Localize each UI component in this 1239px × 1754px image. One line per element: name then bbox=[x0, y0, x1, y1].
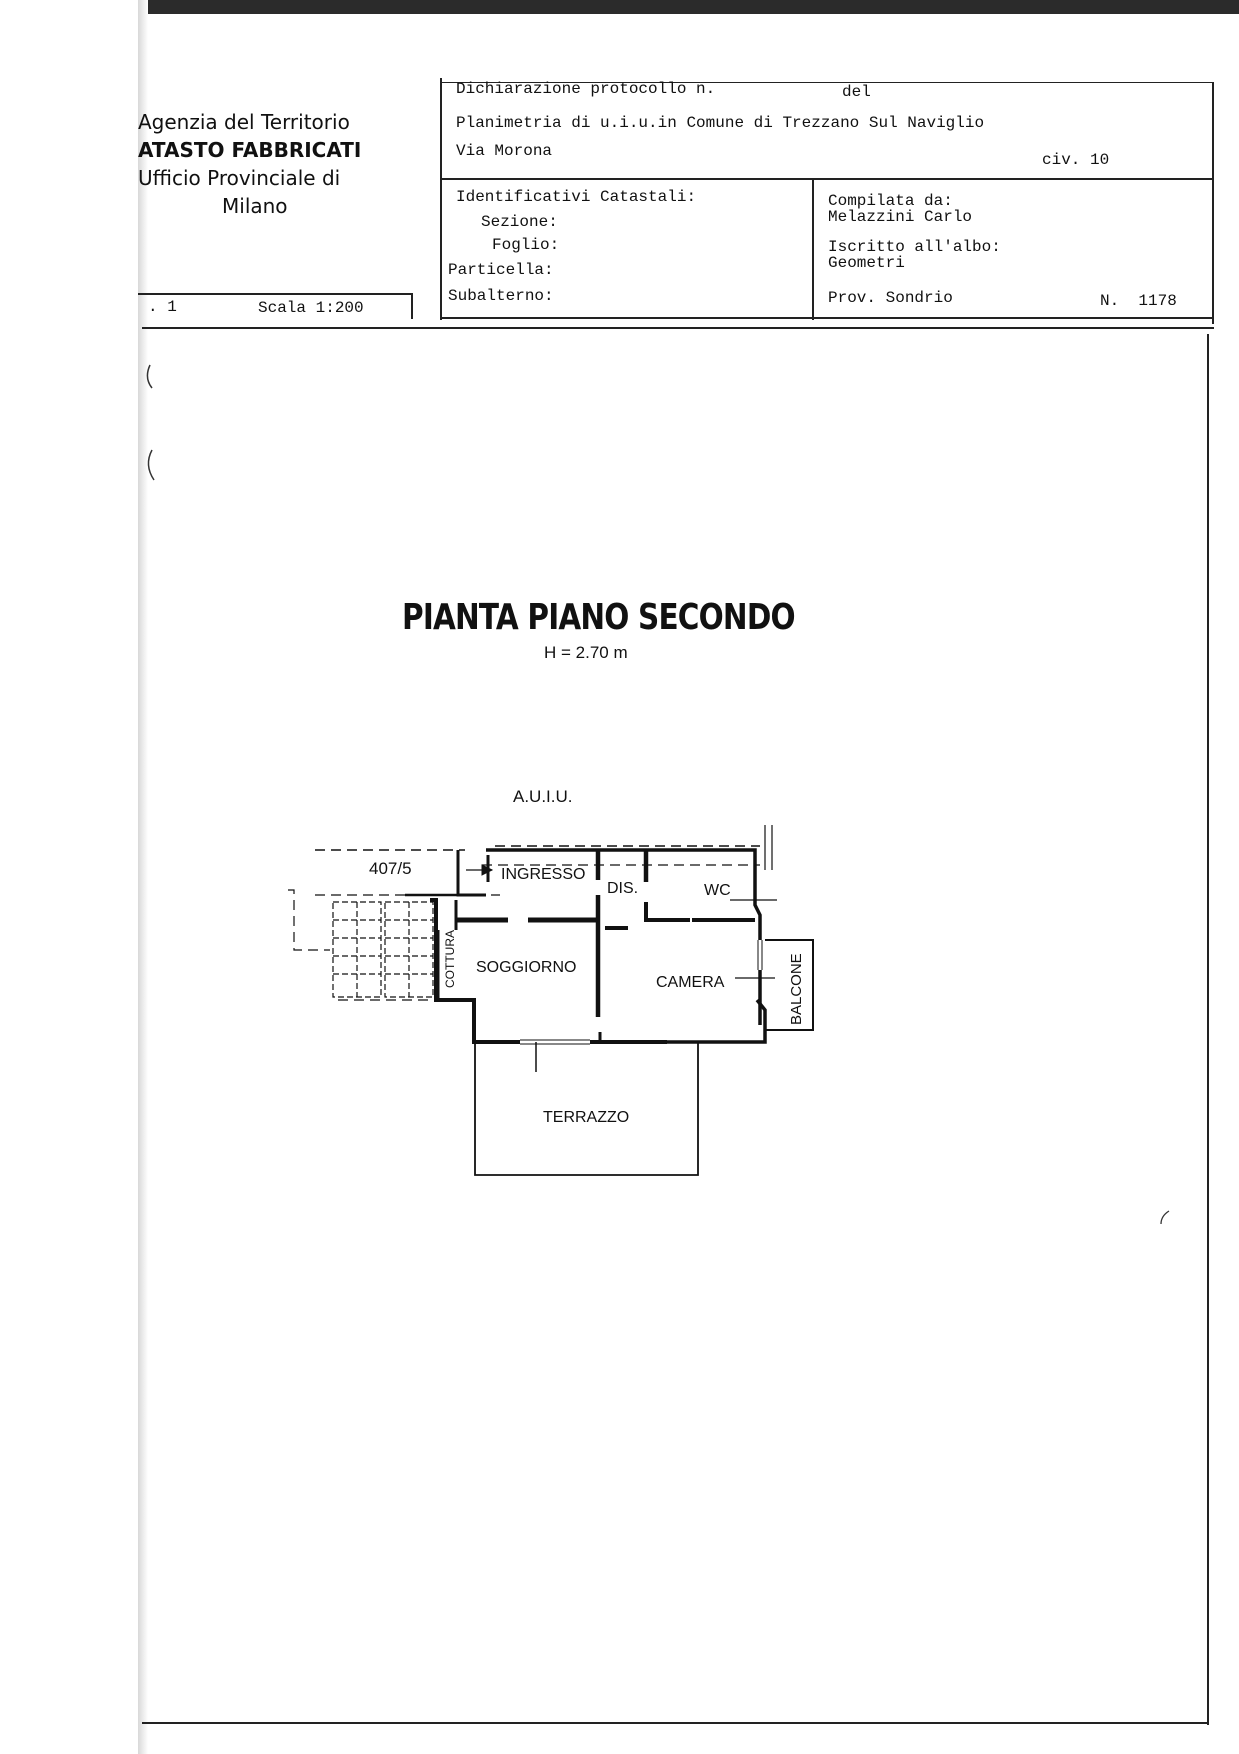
agency-department: ATASTO FABBRICATI bbox=[138, 138, 362, 162]
header-mid-border bbox=[440, 178, 1214, 180]
header-right-border bbox=[1212, 82, 1214, 324]
room-wc: WC bbox=[704, 882, 731, 899]
room-camera: CAMERA bbox=[656, 974, 725, 991]
agency-name: Agenzia del Territorio bbox=[138, 110, 350, 134]
floor-plan bbox=[260, 820, 830, 1190]
auiu-label: A.U.I.U. bbox=[513, 787, 573, 806]
particella-label: Particella: bbox=[448, 261, 554, 279]
sezione-label: Sezione: bbox=[481, 213, 558, 231]
agency-city: Milano bbox=[222, 194, 288, 218]
header-column-divider bbox=[812, 180, 814, 320]
pen-mark-right bbox=[1155, 1208, 1175, 1228]
sheet-frame-top bbox=[142, 327, 1214, 329]
room-ingresso: INGRESSO bbox=[501, 866, 586, 883]
sheet-frame-bottom bbox=[142, 1722, 1209, 1724]
unit-reference: 407/5 bbox=[369, 859, 412, 878]
registration-number: N. 1178 bbox=[1100, 292, 1177, 310]
del-label: del bbox=[842, 83, 871, 101]
compilata-label: Compilata da: bbox=[828, 192, 953, 210]
street-label: Via Morona bbox=[456, 142, 553, 160]
civic-number: civ. 10 bbox=[1042, 151, 1110, 169]
room-terrazzo: TERRAZZO bbox=[543, 1109, 630, 1126]
protocol-label: Dichiarazione protocollo n. bbox=[456, 80, 716, 98]
subalterno-label: Subalterno: bbox=[448, 287, 554, 305]
room-cottura: COTTURA bbox=[443, 930, 457, 988]
header-left-border bbox=[440, 78, 442, 320]
room-soggiorno: SOGGIORNO bbox=[476, 959, 577, 976]
scan-top-edge bbox=[140, 0, 1239, 14]
room-dis: DIS. bbox=[607, 880, 639, 897]
iscritto-value: Geometri bbox=[828, 254, 905, 272]
header-bottom-border bbox=[440, 317, 1214, 319]
scale-label: Scala 1:200 bbox=[258, 299, 364, 317]
identificativi-label: Identificativi Catastali: bbox=[456, 188, 697, 206]
plan-height: H = 2.70 m bbox=[544, 643, 628, 662]
scan-left-edge bbox=[138, 0, 148, 1754]
room-balcone: BALCONE bbox=[788, 953, 805, 1025]
plan-title: PIANTA PIANO SECONDO bbox=[402, 597, 795, 638]
agency-office: Ufficio Provinciale di bbox=[138, 166, 341, 190]
pen-marks-left bbox=[140, 360, 170, 490]
province-label: Prov. Sondrio bbox=[828, 289, 953, 307]
compilata-name: Melazzini Carlo bbox=[828, 208, 973, 226]
sheet-number: . 1 bbox=[148, 298, 177, 316]
planimetria-label: Planimetria di u.i.u.in Comune di Trezzano Sul Naviglio bbox=[456, 114, 985, 132]
scale-box-side bbox=[411, 293, 413, 319]
sheet-frame-right bbox=[1207, 334, 1209, 1725]
foglio-label: Foglio: bbox=[492, 236, 560, 254]
scale-box-top bbox=[138, 293, 413, 295]
iscritto-label: Iscritto all'albo: bbox=[828, 238, 1001, 256]
